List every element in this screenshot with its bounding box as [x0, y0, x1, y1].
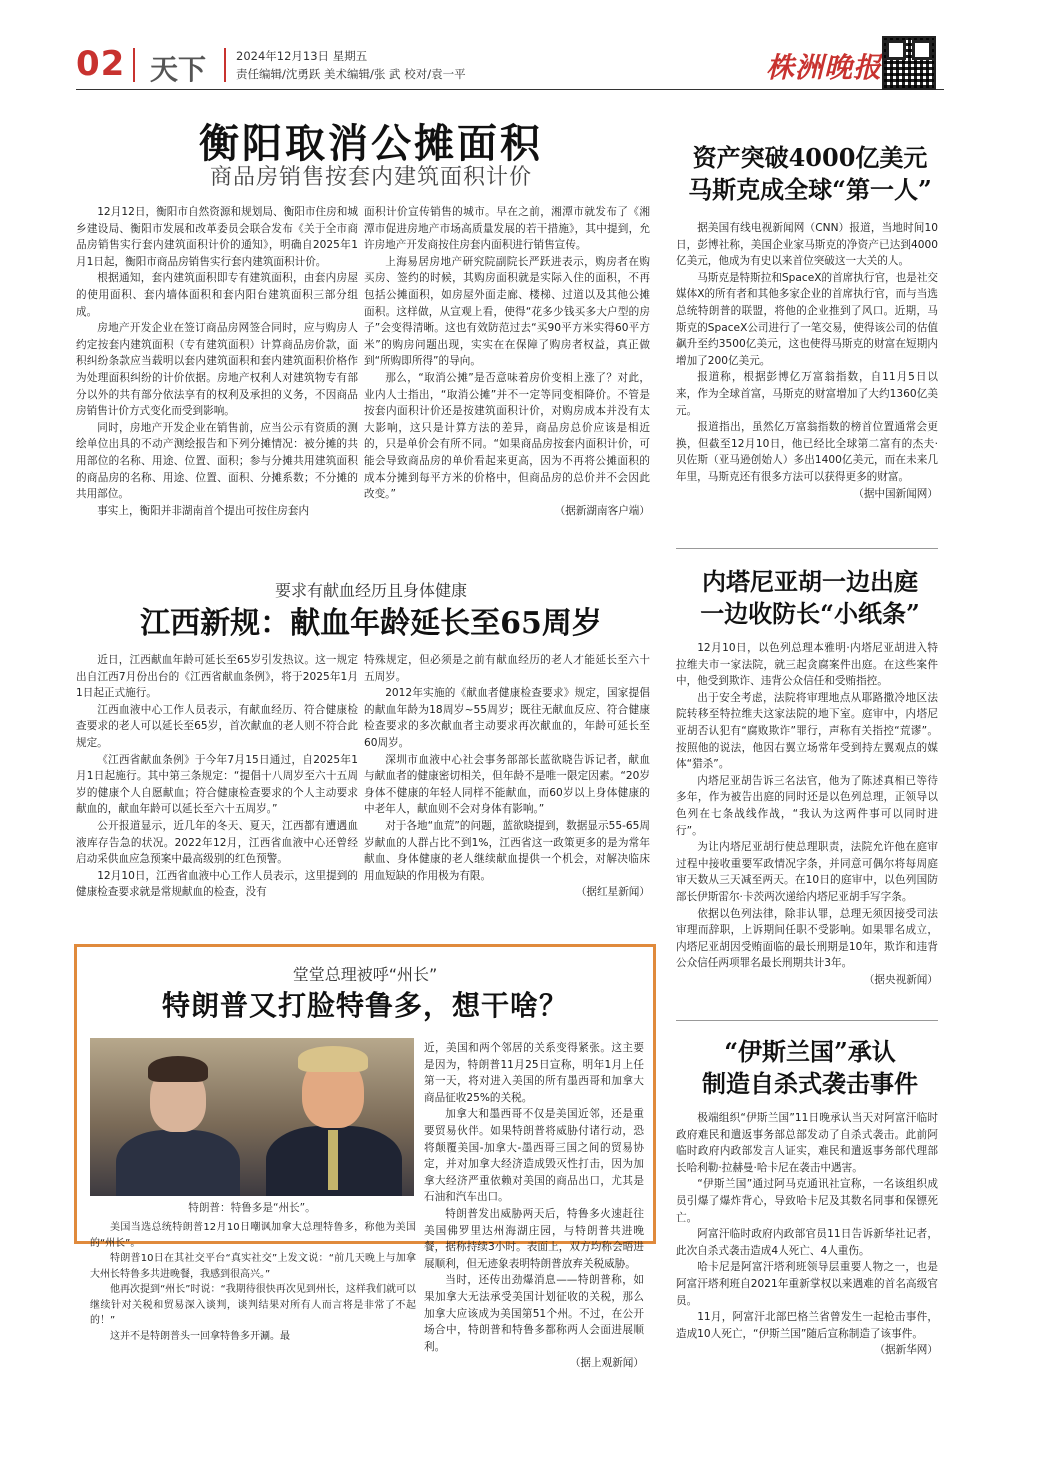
article-title: 江西新规：献血年龄延长至65周岁	[140, 606, 602, 641]
paragraph: 他再次提到“州长”时说：“我期待很快再次见到州长，这样我们就可以继续针对关税和贸易深入谈判，谈判结果对所有人而言将是非常了不起的！”	[90, 1284, 416, 1326]
paragraph: 《江西省献血条例》于今年7月15日通过，自2025年1月1日起施行。其中第三条规定：“提倡十八周岁至六十五周岁的健康个人自愿献血；符合健康检查要求的个人主动要求献血的，献血年龄可以延长至六十五周岁。”	[76, 753, 358, 816]
paragraph: 近，美国和两个邻居的关系变得紧张。这主要是因为，特朗普11月25日宣称，明年1月上任第一天，将对进入美国的所有墨西哥和加拿大商品征收25%的关税。	[424, 1042, 644, 1104]
page-header	[76, 40, 944, 90]
paragraph: 2012年实施的《献血者健康检查要求》规定，国家提倡的献血年龄为18周岁~55周岁；既往无献血反应、符合健康检查要求的多次献血者主动要求再次献血的，年龄可延长至60周岁。	[364, 687, 650, 749]
article-source: （据中国新闻网）	[853, 487, 938, 500]
article-title	[676, 1036, 944, 1100]
paragraph: 近日，江西献血年龄可延长至65岁引发热议。这一规定出自江西7月份出台的《江西省献血条例》，将于2025年1月1日起正式施行。	[76, 654, 358, 700]
paragraph: 出于安全考虑，法院将审理地点从耶路撒冷地区法院转移至特拉维夫这家法院的地下室。庭审中，内塔尼亚胡否认犯有“腐败欺诈”罪行，声称有关指控“荒谬”。按照他的说法，他因右翼立场常年受到持左翼观点的媒体“猎杀”。	[676, 691, 938, 771]
paragraph: 事实上，衡阳并非湖南首个提出可按住房套内	[97, 504, 310, 517]
qr-code-icon[interactable]	[882, 36, 936, 90]
paragraph: 据美国有线电视新闻网（CNN）报道，当地时间10日，彭博社称，美国企业家马斯克的净资产已达到4000亿美元，他成为有史以来首位突破这一大关的人。	[676, 222, 938, 268]
article-source: （据新华网）	[874, 1344, 938, 1357]
paragraph: 面积计价宣传销售的城市。早在之前，湘潭市就发布了《湘潭市促进房地产市场高质量发展的若干措施》，其中提到，允许房地产开发商按住房套内面积进行销售宣传。	[364, 206, 650, 252]
paragraph: 上海易居房地产研究院副院长严跃进表示，购房者在购买房、签约的时候，其购房面积就是实际入住的面积，不再包括公摊面积，如房屋外面走廊、楼梯、过道以及其他公摊面积。这样做，从宣观上看，使得“花多少钱买多大户型的房子”会变得清晰。这也有效防范过去“买90平方米实得60平方米”的购房问题出现，实实在在保障了购房者权益，真正做到“所购即所得”的导向。	[364, 255, 650, 368]
article-title: 衡阳取消公摊面积	[199, 121, 543, 167]
paragraph: 马斯克是特斯拉和SpaceX的首席执行官，也是社交媒体X的所有者和其他多家企业的首席执行官，而与当选总统特朗普的联盟，将他的企业推到了风口。近期，马斯克的SpaceX公司进行了一笔交易，使得该公司的估值飙升至约3500亿美元，这也使得马斯克的财富在短期内增加了200亿美元。	[676, 271, 939, 367]
paragraph: 同时，房地产开发企业在销售前，应当公示有资质的测绘单位出具的不动产测绘报告和下列分摊情况：被分摊的共用部位的名称、用途、位置、面积；参与分摊共用建筑面积的商品房的名称、用途、位置、面积、分摊系数；不分摊的共用部位。	[76, 421, 358, 501]
paragraph: 阿富汗临时政府内政部官员11日告诉新华社记者，此次自杀式袭击造成4人死亡、4人重伤。	[676, 1228, 938, 1257]
header-divider	[133, 48, 135, 82]
paragraph: 特殊规定，但必须是之前有献血经历的老人才能延长至六十五周岁。	[364, 654, 650, 683]
photo-caption: 特朗普：特鲁多是“州长”。	[188, 1202, 316, 1214]
title-line: 制造自杀式袭击事件	[702, 1069, 918, 1098]
photo-figure	[148, 1056, 208, 1082]
paragraph: 12月10日，以色列总理本雅明·内塔尼亚胡进入特拉维夫市一家法院，就三起贪腐案件出庭。在这些案件中，他受到欺诈、违背公众信任和受贿指控。	[676, 642, 938, 688]
article-title	[676, 566, 944, 630]
paragraph: 报道指出，虽然亿万富翁指数的榜首位置通常会更换，但截至12月10日，他已经比全球第二富有的杰夫·贝佐斯（亚马逊创始人）多出1400亿美元，而在未来几年里，马斯克还有很多方法可以获得更多的财富。	[676, 421, 938, 483]
header-divider	[224, 48, 226, 82]
paragraph: 加拿大和墨西哥不仅是美国近邻，还是重要贸易伙伴。如果特朗普将威胁付诸行动，恐将颠覆美国-加拿大-墨西哥三国之间的贸易协定，并对加拿大经济造成毁灭性打击，因为加拿大经济严重依赖对美国的商品出口，尤其是石油和汽车出口。	[424, 1108, 644, 1204]
paragraph: 公开报道显示，近几年的冬天、夏天，江西都有遭遇血液库存告急的状况。2022年12月，江西省血液中心还曾经启动采供血应急预案中最高级别的红色预警。	[76, 819, 358, 866]
paragraph: 依据以色列法律，除非认罪，总理无须因接受司法审理而辞职，上诉期间任职不受影响。如果罪名成立，内塔尼亚胡因受贿面临的最长刑期是10年，欺诈和违背公众信任两项罪名最长刑期共计3年。	[676, 907, 938, 970]
title-line: 马斯克成全球“第一人”	[688, 175, 932, 204]
photo-figure	[298, 1046, 368, 1072]
article-column	[676, 220, 938, 502]
paragraph: 当时，还传出劲爆消息——特朗普称，如果加拿大无法承受美国计划征收的关税，那么加拿大应该成为美国第51个州。不过，在公开场合中，特朗普和特鲁多都称两人会面进展顺利。	[424, 1274, 644, 1353]
photo-figure	[116, 1130, 240, 1196]
issue-date: 2024年12月13日 星期五	[236, 49, 368, 63]
news-photo[interactable]	[90, 1038, 414, 1196]
paragraph: 根据通知，套内建筑面积即专有建筑面积，由套内房屋的使用面积、套内墙体面积和套内阳台建筑面积三部分组成。	[76, 272, 358, 318]
article-column	[424, 1040, 644, 1372]
article-source: （据新湖南客户端）	[554, 504, 650, 517]
article-source: （据央视新闻）	[863, 973, 938, 986]
paragraph: 房地产开发企业在签订商品房网签合同时，应与购房人约定按套内建筑面积（专有建筑面积）计算商品房价款，面积纠纷条款应当载明以套内建筑面积和套内建筑面积价格作为处理面积纠纷的计价依据。房地产权利人对建筑物专有部分以外的共有部分依法享有的权利及承担的义务，不因商品房销售计价方式变化而受到影响。	[76, 322, 358, 418]
photo-figure	[328, 1130, 338, 1190]
paragraph: 内塔尼亚胡告诉三名法官，他为了陈述真相已等待多年，作为被告出庭的同时还是以色列总理，正领导以色列在七条战线作战，“我认为这两件事可以同时进行”。	[676, 774, 938, 837]
paragraph: 特朗普10日在其社交平台“真实社交”上发文说：“前几天晚上与加拿大州长特鲁多共进晚餐，我感到很高兴。”	[90, 1253, 416, 1280]
paragraph: 极端组织“伊斯兰国”11日晚承认当天对阿富汗临时政府难民和遣返事务部总部发动了自杀式袭击。此前阿临时政府内政部发言人证实，难民和遣返事务部代理部长哈利勒·拉赫曼·哈卡尼在袭击中遇害。	[676, 1112, 938, 1174]
article-column	[676, 640, 938, 988]
newspaper-logo: 株洲晚报	[766, 51, 883, 84]
paragraph: 对于各地“血荒”的问题，蓝欲晓提到，数据显示55-65周岁献血的人群占比不到1%，江西省这一政策更多的是为常年献血、身体健康的老人继续献血提供一个机会，对解决临床用血短缺的作用极为有限。	[364, 819, 650, 882]
article-column	[76, 204, 358, 519]
title-line: 一边收防长“小纸条”	[700, 599, 920, 628]
article-title	[676, 142, 944, 206]
title-line: 资产突破4000亿美元	[692, 143, 928, 172]
paragraph: 12月12日，衡阳市自然资源和规划局、衡阳市住房和城乡建设局、衡阳市发展和改革委员会联合发布《关于全市商品房销售实行套内建筑面积计价的通知》，明确自2025年1月1日起，衡阳市商品房销售实行套内建筑面积计价。	[76, 206, 358, 268]
paragraph: 11月，阿富汗北部巴格兰省曾发生一起枪击事件，造成10人死亡，“伊斯兰国”随后宣称制造了该事件。	[676, 1311, 938, 1340]
article-column	[364, 204, 650, 519]
paragraph: 为让内塔尼亚胡行使总理职责，法院允许他在庭审过程中接收重要军政情况字条，并同意可偶尔将每周庭审天数从三天减至两天。在10日的庭审中，以色列国防部长伊斯雷尔·卡茨两次递给内塔尼亚胡手写字条。	[676, 841, 938, 903]
paragraph: “伊斯兰国”通过阿马克通讯社宣称，一名该组织成员引爆了爆炸背心，导致哈卡尼及其数名同事和保镖死亡。	[676, 1178, 938, 1224]
editor-credits: 责任编辑/沈勇跃 美术编辑/张 武 校对/袁一平	[236, 67, 466, 81]
title-line: 内塔尼亚胡一边出庭	[702, 567, 918, 596]
paragraph: 深圳市血液中心社会事务部部长蓝欲晓告诉记者，献血与献血者的健康密切相关，但年龄不是唯一限定因素。“20岁身体不健康的年轻人同样不能献血，而60岁以上身体健康的中老年人，献血则不会对身体有影响。”	[364, 753, 650, 816]
article-title: 特朗普又打脸特鲁多，想干啥？	[161, 989, 568, 1022]
divider	[676, 1020, 938, 1021]
paragraph: 美国当选总统特朗普12月10日嘲讽加拿大总理特鲁多，称他为美国的“州长”。	[90, 1222, 416, 1249]
paragraph: 特朗普发出威胁两天后，特鲁多火速赶往美国佛罗里达州海湖庄园，与特朗普共进晚餐，据称持续3小时。表面上，双方均称会晤进展顺利，但无迹象表明特朗普放弃关税威胁。	[424, 1207, 644, 1270]
paragraph: 报道称，根据彭博亿万富翁指数，自11月5日以来，作为全球首富，马斯克的财富增加了大约1360亿美元。	[676, 371, 938, 417]
article-column	[76, 652, 358, 901]
article-subtitle: 商品房销售按套内建筑面积计价	[209, 165, 532, 190]
paragraph: 这并不是特朗普头一回拿特鲁多开涮。最	[110, 1330, 290, 1342]
article-kicker: 堂堂总理被呼“州长”	[292, 965, 438, 984]
page-number: 02	[76, 44, 126, 84]
article-source: （据红星新闻）	[575, 886, 650, 899]
article-column	[90, 1220, 416, 1344]
article-column	[676, 1110, 938, 1359]
divider	[676, 548, 938, 549]
article-kicker: 要求有献血经历且身体健康	[274, 581, 467, 600]
section-name: 天下	[150, 53, 207, 86]
paragraph: 江西血液中心工作人员表示，有献血经历、符合健康检查要求的老人可以延长至65岁，首次献血的老人则不符合此规定。	[76, 703, 358, 749]
title-line: “伊斯兰国”承认	[724, 1037, 896, 1066]
paragraph: 那么，“取消公摊”是否意味着房价变相上涨了？对此，业内人士指出，“取消公摊”并不一定等同变相降价。不管是按套内面积计价还是按建筑面积计价，对购房成本并没有太大影响，这只是计算方法的差异，商品房总价应该是相近的，只是单价会有所不同。“如果商品房按套内面积计价，可能会导致商品房的单价看起来更高，因为不再将公摊面积的成本分摊到每平方米的价格中，但商品房的总价并不会因此改变。”	[364, 371, 650, 501]
article-source: （据上观新闻）	[569, 1357, 644, 1370]
paragraph: 哈卡尼是阿富汗塔利班领导层重要人物之一，也是阿富汗塔利班自2021年重新掌权以来遇难的首名高级官员。	[676, 1261, 938, 1307]
article-column	[364, 652, 650, 901]
paragraph: 12月10日，江西省血液中心工作人员表示，这里提到的健康检查要求就是常规献血的检查，没有	[76, 869, 358, 899]
